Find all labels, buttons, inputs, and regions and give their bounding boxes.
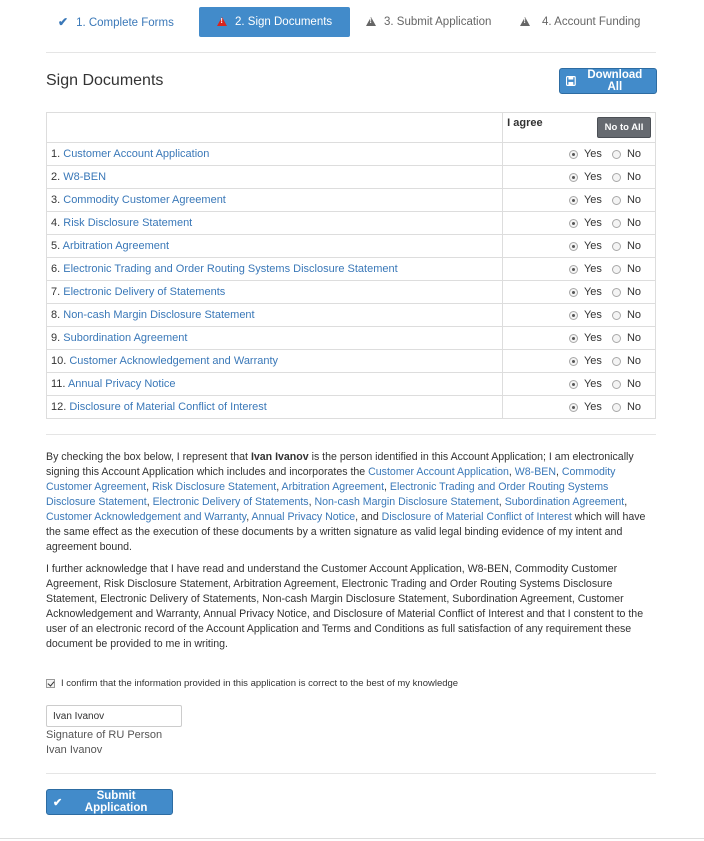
- step-label: 4. Account Funding: [542, 16, 641, 28]
- document-link[interactable]: Annual Privacy Notice: [67, 378, 176, 390]
- separator: , and: [355, 511, 382, 523]
- yes-label: Yes: [583, 171, 602, 183]
- acknowledgement-text: I further acknowledge that I have read and understand the Customer Account Application, W8-BEN, Commodity Customer Agreement, Risk Disclosure Statement, Arbitration Agreement, Electronic Trading and Order Routing Systems Disclosure Statement, Electronic Delivery of Statements, Non-cash Margin Disclosure Statement, Subordination Agreement, Customer Acknowledgement and Warranty, Annual Privacy Notice, and Disclosure of Material Conflict of Interest and that I constent to the user of an electronic record of the Account Application and Terms and Conditions as full satisfaction of any requirement these document be provided to me in writing.: [46, 563, 644, 650]
- consent-document-link[interactable]: Non-cash Margin Disclosure Statement: [314, 496, 499, 508]
- table-row: [47, 304, 656, 327]
- step-account-funding[interactable]: [520, 7, 640, 37]
- table-row: [47, 258, 656, 281]
- person-name: Ivan Ivanov: [250, 451, 309, 463]
- agree-cell: [503, 327, 656, 350]
- document-number: 1.: [51, 148, 61, 160]
- no-label: No: [626, 309, 641, 321]
- separator: ,: [384, 481, 390, 493]
- yes-option[interactable]: [569, 148, 602, 160]
- yes-label: Yes: [583, 217, 602, 229]
- separator: ,: [276, 481, 282, 493]
- document-link[interactable]: Arbitration Agreement: [62, 240, 170, 252]
- document-cell: [47, 327, 503, 350]
- agree-cell: [503, 304, 656, 327]
- separator: ,: [146, 496, 153, 508]
- no-radio[interactable]: [612, 357, 621, 366]
- no-label: No: [626, 171, 641, 183]
- document-cell: [47, 212, 503, 235]
- yes-option[interactable]: [569, 263, 602, 275]
- no-label: No: [626, 148, 641, 160]
- no-option[interactable]: [612, 332, 641, 344]
- no-label: No: [626, 378, 641, 390]
- yes-option[interactable]: [569, 240, 602, 252]
- table-row: [47, 189, 656, 212]
- yes-option[interactable]: [569, 286, 602, 298]
- yes-radio[interactable]: [569, 219, 578, 228]
- no-radio[interactable]: [612, 219, 621, 228]
- consent-end: which will have the same effect as the execution of these documents by a written signature as valid legal binding evidence of my intent and agreement bound.: [46, 511, 646, 553]
- yes-radio[interactable]: [569, 173, 578, 182]
- document-link[interactable]: Risk Disclosure Statement: [63, 217, 193, 229]
- signature-name: Ivan Ivanov: [46, 744, 103, 756]
- agree-column-header: [503, 113, 656, 143]
- page-title: Sign Documents: [46, 72, 164, 89]
- document-cell: [47, 350, 503, 373]
- confirm-label: I confirm that the information provided in this application is correct to the best of my knowledge: [61, 678, 459, 689]
- document-cell: [47, 189, 503, 212]
- yes-radio[interactable]: [569, 380, 578, 389]
- table-row: [47, 166, 656, 189]
- table-row: [47, 373, 656, 396]
- consent-document-link[interactable]: Annual Privacy Notice: [251, 511, 356, 523]
- divider: [46, 52, 656, 53]
- submit-label: Submit Application: [84, 790, 148, 814]
- consent-document-link[interactable]: Electronic Delivery of Statements: [152, 496, 309, 508]
- agree-cell: [503, 396, 656, 419]
- step-label: 2. Sign Documents: [235, 16, 333, 28]
- table-row: [47, 235, 656, 258]
- download-all-label: Download All: [587, 69, 643, 93]
- document-link[interactable]: Subordination Agreement: [63, 332, 188, 344]
- document-cell: [47, 258, 503, 281]
- document-number: 4.: [51, 217, 61, 229]
- yes-radio[interactable]: [569, 403, 578, 412]
- step-label: 1. Complete Forms: [76, 17, 174, 29]
- yes-option[interactable]: [569, 401, 602, 413]
- document-number: 12.: [51, 401, 67, 413]
- document-column-header: [47, 113, 503, 143]
- yes-option[interactable]: [569, 378, 602, 390]
- check-icon: ✔: [53, 796, 63, 809]
- table-header-row: [47, 113, 656, 143]
- separator: ,: [508, 466, 515, 478]
- acknowledgement-paragraph: [46, 562, 658, 652]
- yes-radio[interactable]: [569, 357, 578, 366]
- no-radio[interactable]: [612, 265, 621, 274]
- no-option[interactable]: [612, 217, 641, 229]
- consent-mid: is the person identified in this Account Application; I am electronically signing this Account Application which includes and incorporates the: [46, 451, 634, 478]
- no-radio[interactable]: [612, 403, 621, 412]
- document-link[interactable]: Non-cash Margin Disclosure Statement: [63, 309, 255, 321]
- confirm-checkbox[interactable]: [46, 679, 55, 688]
- table-row: [47, 281, 656, 304]
- no-label: No: [626, 217, 641, 229]
- agree-cell: [503, 350, 656, 373]
- agree-cell: [503, 373, 656, 396]
- consent-document-link[interactable]: Customer Account Application: [368, 466, 509, 478]
- consent-document-link[interactable]: Disclosure of Material Conflict of Interest: [381, 511, 572, 523]
- consent-document-link[interactable]: Electronic Trading and Order Routing Systems Disclosure Statement: [46, 481, 609, 508]
- no-radio[interactable]: [612, 311, 621, 320]
- yes-radio[interactable]: [569, 150, 578, 159]
- document-link[interactable]: Commodity Customer Agreement: [63, 194, 226, 206]
- no-option[interactable]: [612, 355, 641, 367]
- bottom-divider: [0, 838, 704, 839]
- no-label: No: [626, 286, 641, 298]
- yes-option[interactable]: [569, 355, 602, 367]
- agree-header-label: I agree: [507, 117, 543, 129]
- document-cell: [47, 281, 503, 304]
- document-cell: [47, 166, 503, 189]
- document-number: 3.: [51, 194, 61, 206]
- document-cell: [47, 235, 503, 258]
- consent-document-link[interactable]: W8-BEN: [514, 466, 556, 478]
- agree-cell: [503, 166, 656, 189]
- yes-radio[interactable]: [569, 242, 578, 251]
- agree-cell: [503, 143, 656, 166]
- no-label: No: [626, 332, 641, 344]
- documents-table: [46, 112, 656, 419]
- consent-document-link[interactable]: Customer Acknowledgement and Warranty: [46, 511, 247, 523]
- no-option[interactable]: [612, 263, 641, 275]
- signature-label: Signature of RU Person: [46, 729, 163, 741]
- yes-label: Yes: [583, 286, 602, 298]
- consent-document-link[interactable]: Arbitration Agreement: [281, 481, 385, 493]
- signature-input[interactable]: [46, 705, 182, 727]
- separator: ,: [555, 466, 562, 478]
- check-icon: ✔: [58, 15, 69, 29]
- submit-application-button[interactable]: [46, 789, 173, 815]
- yes-label: Yes: [583, 309, 602, 321]
- consent-intro: By checking the box below, I represent that: [46, 451, 251, 463]
- step-sign-documents[interactable]: [199, 7, 350, 37]
- yes-radio[interactable]: [569, 196, 578, 205]
- consent-document-link[interactable]: Commodity Customer Agreement: [46, 466, 616, 493]
- consent-document-link[interactable]: Risk Disclosure Statement: [152, 481, 277, 493]
- yes-option[interactable]: [569, 217, 602, 229]
- warning-icon: [520, 17, 530, 26]
- no-label: No: [626, 194, 641, 206]
- document-link[interactable]: Customer Acknowledgement and Warranty: [69, 355, 279, 367]
- yes-radio[interactable]: [569, 311, 578, 320]
- no-radio[interactable]: [612, 334, 621, 343]
- save-icon: [566, 76, 576, 86]
- yes-label: Yes: [583, 194, 602, 206]
- document-number: 2.: [51, 171, 61, 183]
- agree-cell: [503, 235, 656, 258]
- yes-option[interactable]: [569, 332, 602, 344]
- divider: [46, 773, 656, 774]
- document-cell: [47, 304, 503, 327]
- no-label: No: [626, 355, 641, 367]
- document-cell: [47, 373, 503, 396]
- no-option[interactable]: [612, 194, 641, 206]
- no-to-all-button[interactable]: No to All: [597, 117, 651, 138]
- no-option[interactable]: [612, 401, 641, 413]
- no-radio[interactable]: [612, 150, 621, 159]
- consent-paragraph: [46, 450, 658, 555]
- separator: ,: [246, 511, 252, 523]
- yes-label: Yes: [583, 263, 602, 275]
- agree-cell: [503, 258, 656, 281]
- no-option[interactable]: [612, 240, 641, 252]
- no-radio[interactable]: [612, 380, 621, 389]
- no-label: No: [626, 401, 641, 413]
- agree-cell: [503, 212, 656, 235]
- document-number: 8.: [51, 309, 61, 321]
- document-number: 5.: [51, 240, 61, 252]
- yes-label: Yes: [583, 355, 602, 367]
- document-number: 6.: [51, 263, 61, 275]
- step-submit-application[interactable]: [366, 7, 491, 37]
- consent-document-link[interactable]: Subordination Agreement: [504, 496, 625, 508]
- no-radio[interactable]: [612, 196, 621, 205]
- agree-cell: [503, 189, 656, 212]
- no-label: No: [626, 263, 641, 275]
- table-row: [47, 212, 656, 235]
- no-radio[interactable]: [612, 173, 621, 182]
- separator: ,: [308, 496, 315, 508]
- separator: ,: [498, 496, 505, 508]
- yes-label: Yes: [583, 332, 602, 344]
- document-link[interactable]: Electronic Delivery of Statements: [63, 286, 226, 298]
- document-link[interactable]: Disclosure of Material Conflict of Interest: [69, 401, 267, 413]
- download-all-button[interactable]: [559, 68, 657, 94]
- progress-stepper: [46, 7, 656, 37]
- table-row: [47, 143, 656, 166]
- no-option[interactable]: [612, 309, 641, 321]
- no-radio[interactable]: [612, 288, 621, 297]
- yes-label: Yes: [583, 401, 602, 413]
- warning-icon: [217, 17, 227, 26]
- no-radio[interactable]: [612, 242, 621, 251]
- yes-label: Yes: [583, 378, 602, 390]
- yes-option[interactable]: [569, 309, 602, 321]
- confirm-row: [46, 678, 458, 689]
- document-number: 9.: [51, 332, 61, 344]
- yes-option[interactable]: [569, 194, 602, 206]
- yes-radio[interactable]: [569, 334, 578, 343]
- document-link[interactable]: Customer Account Application: [63, 148, 210, 160]
- table-row: [47, 350, 656, 373]
- yes-radio[interactable]: [569, 265, 578, 274]
- no-option[interactable]: [612, 148, 641, 160]
- document-number: 10.: [51, 355, 67, 367]
- no-option[interactable]: [612, 378, 641, 390]
- separator: ,: [624, 496, 628, 508]
- yes-option[interactable]: [569, 171, 602, 183]
- agree-cell: [503, 281, 656, 304]
- warning-icon: [366, 17, 376, 26]
- separator: ,: [146, 481, 152, 493]
- yes-label: Yes: [583, 148, 602, 160]
- yes-radio[interactable]: [569, 288, 578, 297]
- no-option[interactable]: [612, 171, 641, 183]
- table-row: [47, 327, 656, 350]
- document-cell: [47, 143, 503, 166]
- document-link[interactable]: Electronic Trading and Order Routing Systems Disclosure Statement: [63, 263, 398, 275]
- document-link[interactable]: W8-BEN: [63, 171, 107, 183]
- table-row: [47, 396, 656, 419]
- yes-label: Yes: [583, 240, 602, 252]
- document-number: 11.: [51, 378, 66, 390]
- step-label: 3. Submit Application: [384, 16, 492, 28]
- document-number: 7.: [51, 286, 61, 298]
- divider: [46, 434, 656, 435]
- step-complete-forms[interactable]: [58, 7, 174, 37]
- no-label: No: [626, 240, 641, 252]
- document-cell: [47, 396, 503, 419]
- no-option[interactable]: [612, 286, 641, 298]
